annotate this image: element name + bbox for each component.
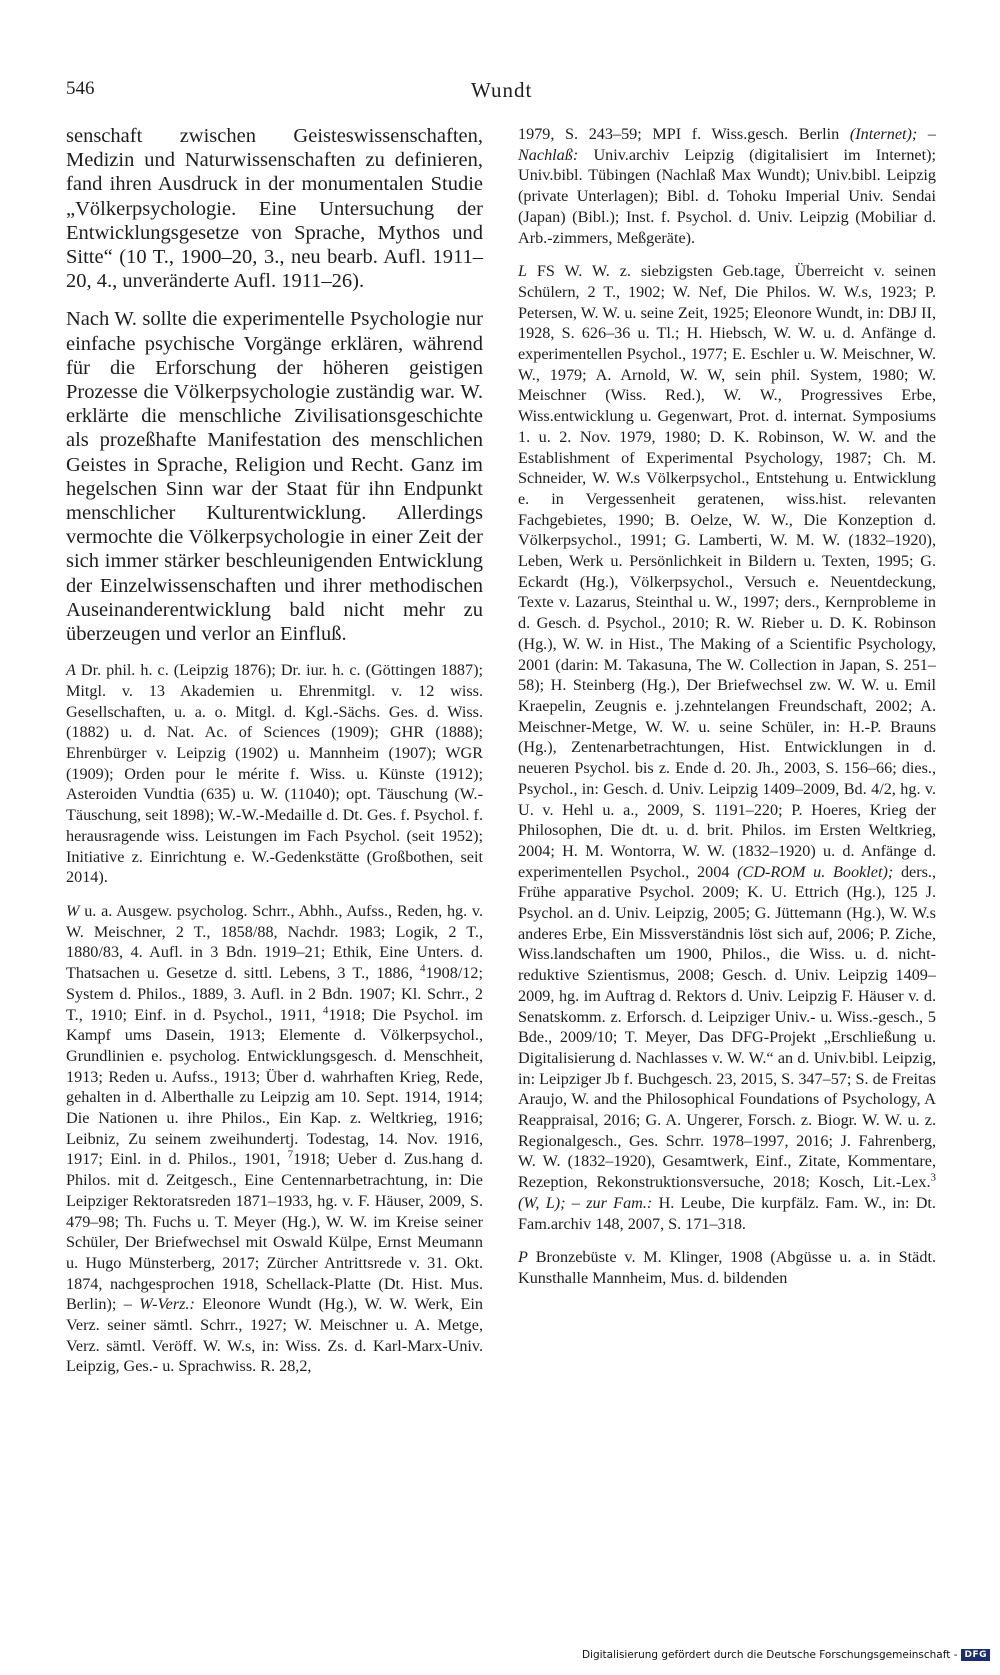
section-a-text: Dr. phil. h. c. (Leipzig 1876); Dr. iur. h. c. (Göttingen 1887); Mitgl. v. 13 Akademien u. Ehrenmitgl. v. 12 wiss. Gesellschaften, u. a. o. Mitgl. d. Kgl.-Sächs. Ges. d. Wiss. (1882) u. d. Nat. Ac. of Sciences (1909); GHR (1888); Ehrenbürger v. Leipzig (1902) u. Mannheim (1907); WGR (1909); Orden pour le mérite f. Wiss. u. Künste (1912); Asteroiden Vundtia (635) u. W. (11040); opt. Täuschung (W.-Täuschung, seit 1898); W.-W.-Medaille d. Dt. Ges. f. Psychol. f. herausragende wiss. Leistungen im Fach Psychol. (seit 1952); Initiative z. Einrichtung e. W.-Gedenkstätte (Großbothen, seit 2014). [66, 661, 483, 887]
section-w-text: u. a. Ausgew. psycholog. Schrr., Abhh., Aufss., Reden, hg. v. W. Meischner, 2 T., 1858/88, Nachdr. 1983; Logik, 2 T., 1880/83, 4. Aufl. in 3 Bdn. 1919–21; Ethik, Eine Unters. d. Thatsachen u. Gesetze d. sittl. Lebens, 3 T., 1886, [66, 902, 483, 983]
section-a-label: A [66, 661, 76, 680]
section-l-text: H. Leube, Die kurpfälz. Fam. W., in: Dt. Fam.archiv 148, 2007, S. 171–318. [518, 1193, 936, 1233]
main-text [66, 124, 483, 646]
section-w-label: W [66, 902, 80, 920]
page-number: 546 [66, 78, 95, 99]
right-column [518, 124, 936, 1302]
zur-fam-label: (W, L); – zur Fam.: [518, 1193, 653, 1212]
section-p-text: Bronzebüste v. M. Klinger, 1908 (Abgüsse u. a. in Städt. Kunsthalle Mannheim, Mus. d. bildenden [518, 1248, 936, 1287]
left-column [66, 124, 483, 1390]
edition-superscript: 3 [930, 1171, 936, 1184]
dfg-logo: DFG [961, 1649, 990, 1661]
section-p [518, 1247, 936, 1288]
running-head: Wundt [471, 78, 533, 102]
section-w-text: 1918; Die Psychol. im Kampf ums Dasein, 1913; Elemente d. Völkerpsychol., Grundlinien e. psycholog. Entwicklungsgesch. d. Menschheit, 1913; Reden u. Aufss., 1913; Über d. wahrhaften Krieg, Rede, gehalten in d. Alberthalle zu Leipzig am 10. Sept. 1914, 1914; Die Nationen u. ihre Philos., Ein Kap. z. Weltkrieg, 1916; Leibniz, Zu seinem zweihundertj. Todestag, 14. Nov. 1916, 1917; Einl. in d. Philos., 1901, [66, 1005, 483, 1169]
section-w [66, 901, 483, 1377]
section-l-label: L [518, 262, 528, 281]
edition-superscript: 4 [322, 1004, 329, 1017]
section-w-text: 1918; Ueber d. Zus.hang d. Philos. mit d. Zeitgesch., Eine Centennarbetrachtung, in: Die Leipziger Rektoratsreden 1871–1933, hg. v. F. Häuser, 2009, S. 479–98; Th. Fuchs u. T. Meyer (Hg.), W. W. im Kreise seiner Schüler, Der Briefwechsel mit Oswald Külpe, Ernst Meumann u. Hugo Münsterberg, 2017; Zürcher Antrittsrede v. 31. Okt. 1874, nachgesprochen 1918, Schellack-Platte (Dt. Hist. Mus. Berlin); – [66, 1150, 483, 1314]
section-l [518, 261, 936, 1234]
internet-nachlass-label: (Internet); – Nachlaß: [518, 125, 936, 164]
section-p-label: P [518, 1248, 528, 1267]
section-w-continuation [518, 124, 936, 248]
page-header [66, 78, 936, 106]
paragraph-2: Nach W. sollte die experimentelle Psychologie nur einfache psychische Vorgänge erklären, während für die Erforschung der höheren geistigen Prozesse die Völkerpsychologie zuständig war. W. erklärte die menschliche Zivilisationsgeschichte als prozeßhafte Manifestation des menschlichen Geistes in Sprache, Religion und Recht. Ganz im hegelschen Sinn war der Staat für ihn Endpunkt menschlicher Kulturentwicklung. Allerdings vermochte die Völkerpsychologie in einer Zeit der sich immer stärker beschleunigenden Entwicklung der Einzelwissenschaften und ihrer methodischen Auseinanderentwicklung bald nicht mehr zu überzeugen und verlor an Einfluß. [66, 308, 483, 646]
reference-sections-right [518, 124, 936, 1289]
continuation-text: 1979, S. 243–59; MPI f. Wiss.gesch. Berlin [518, 125, 850, 143]
paragraph-1: senschaft zwischen Geisteswissenschaften, Medizin und Naturwissenschaften zu definieren, fand ihren Ausdruck in der monumentalen Studie „Völkerpsychologie. Eine Untersuchung der Entwicklungsgesetze von Sprache, Mythos und Sitte“ (10 T., 1900–20, 3., neu bearb. Aufl. 1911–20, 4., unveränderte Aufl. 1911–26). [66, 125, 483, 293]
section-a [66, 660, 483, 888]
cdrom-label: (CD-ROM u. Booklet); [737, 862, 894, 881]
continuation-text: Univ.archiv Leipzig (digitalisiert im Internet); Univ.bibl. Tübingen (Nachlaß Max Wundt); Univ.bibl. Leipzig (private Unterlagen); Bibl. d. Tohoku Imperial Univ. Sendai (Japan) (Bibl.); Inst. f. Psychol. d. Univ. Leipzig (Mobiliar d. Arb.-zimmers, Meßgeräte). [518, 145, 936, 247]
section-w-text: Eleonore Wundt (Hg.), W. W. Werk, Ein Verz. seiner sämtl. Schrr., 1927; W. Meischner u. A. Metge, Verz. sämtl. Veröff. W. W.s, in: Wiss. Zs. d. Karl-Marx-Univ. Leipzig, Ges.- u. Sprachwiss. R. 28,2, [66, 1295, 483, 1376]
edition-superscript: 4 [419, 962, 426, 975]
digitization-footer [582, 1649, 990, 1661]
section-l-text: FS W. W. z. siebzigsten Geb.tage, Überreicht v. seinen Schülern, 2 T., 1902; W. Nef, Die Philos. W. W.s, 1923; P. Petersen, W. W. u. seine Zeit, 1925; Eleonore Wundt, in: DBJ II, 1928, S. 626–36 u. Tl.; H. Hiebsch, W. W. u. d. Anfänge d. experimentellen Psychol., 1977; E. Eschler u. W. Meischner, W. W., 1979; A. Arnold, W. W, sein phil. System, 1980; W. Meischner (Wiss. Red.), W. W., Progressives Erbe, Wiss.entwicklung u. Gegenwart, Prot. d. internat. Symposiums 1. u. 2. Nov. 1979, 1980; D. K. Robinson, W. W. and the Establishment of Experimental Psychology, 1987; Ch. M. Schneider, W. W.s Völkerpsychol., Entstehung u. Entwicklung e. in Vergessenheit geratenen, wiss.hist. relevanten Fachgebietes, 1990; B. Oelze, W. W., Die Konzeption d. Völkerpsychol., 1991; G. Lamberti, W. M. W. (1832–1920), Leben, Werk u. Persönlichkeit in Bildern u. Texten, 1995; G. Eckardt (Hg.), Völkerpsychol., Versuch e. Neuentdeckung, Texte v. Lazarus, Steinthal u. W., 1997; ders., Kernprobleme in d. Gesch. d. Psychol., 2010; R. W. Rieber u. D. K. Robinson (Hg.), W. W. in Hist., The Making of a Scientific Psychology, 2001 (darin: M. Takasuna, The W. Collection in Japan, S. 251–58); H. Steinberg (Hg.), Der Briefwechsel zw. W. W. u. Emil Kraepelin, Zeugnis e. j.zehntelangen Freundschaft, 2002; A. Meischner-Metge, W. W. u. seine Schüler, in: H.-P. Brauns (Hg.), Zentenarbetrachtungen, Hist. Entwicklungen in d. neueren Psychol. bis z. Ende d. 20. Jh., 2003, S. 156–66; dies., Psychol., in: Gesch. d. Univ. Leipzig 1409–2009, Bd. 4/2, hg. v. U. v. Hehl u. a., 2009, S. 1191–220; P. Hoeres, Krieg der Philosophen, Die dt. u. d. brit. Philos. im Ersten Weltkrieg, 2004; H. M. Wontorra, W. W. (1832–1920) u. d. Anfänge d. experimentellen Psychol., 2004 [518, 262, 936, 881]
reference-sections-left [66, 660, 483, 1377]
edition-superscript: 7 [287, 1149, 294, 1162]
footer-text: Digitalisierung gefördert durch die Deutsche Forschungsgemeinschaft - [581, 1649, 958, 1661]
section-w-text: 1908/12; System d. Philos., 1889, 3. Aufl. in 2 Bdn. 1907; Kl. Schrr., 2 T., 1910; Einf. in d. Psychol., 1911, [66, 964, 483, 1024]
w-verz-label: W-Verz.: [139, 1295, 195, 1314]
section-l-text: ders., Frühe apparative Psychol. 2009; K. U. Ettrich (Hg.), 125 J. Psychol. an d. Univ. Leipzig, 2005; G. Jüttemann (Hg.), W. W.s anderes Erbe, Ein Missverständnis löst sich auf, 2006; P. Ziche, Wiss.landschaften um 1900, Philos., die Wiss. u. d. nicht-reduktive Szientismus, 2008; Gesch. d. Univ. Leipzig 1409–2009, hg. im Auftrag d. Rektors d. Univ. Leipzig F. Häuser v. d. Senatskomm. z. Erforsch. d. Leipziger Univ.- u. Wiss.-gesch., 5 Bde., 2009/10; T. Meyer, Das DFG-Projekt „Erschließung u. Digitalisierung d. Nachlasses v. W. W.“ an d. Univ.bibl. Leipzig, in: Leipziger Jb f. Buchgesch. 23, 2015, S. 347–57; S. de Freitas Araujo, W. and the Philosophical Foundations of Psychology, A Reappraisal, 2016; G. A. Ungerer, Forsch. z. Biogr. W. W. u. z. Regionalgesch., Ges. Schrr. 1978–1997, 2016; J. Fahrenberg, W. W. (1832–1920), Gesamtwerk, Einf., Zitate, Kommentare, Rezeption, Rekonstruktionsversuche, 2018; Kosch, Lit.-Lex. [518, 862, 936, 1192]
